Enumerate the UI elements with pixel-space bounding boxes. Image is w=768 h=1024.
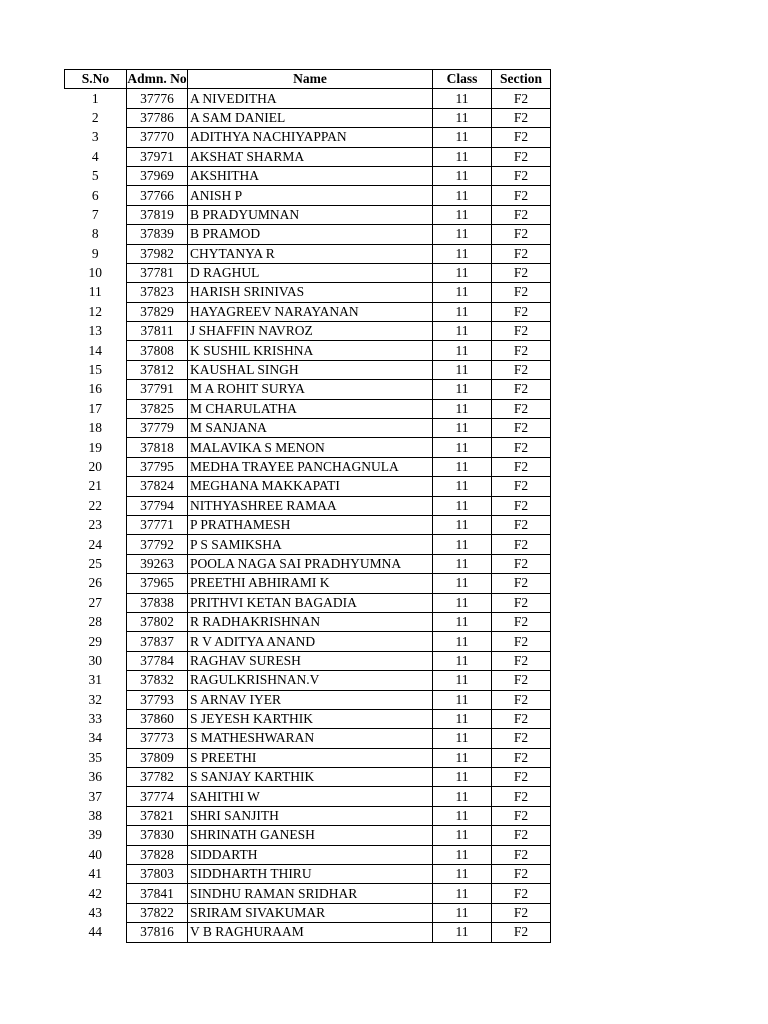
- cell-admission-number: 37838: [127, 593, 188, 612]
- cell-class: 11: [433, 903, 492, 922]
- cell-section: F2: [492, 205, 551, 224]
- cell-name: SAHITHI W: [188, 787, 433, 806]
- cell-admission-number: 37779: [127, 419, 188, 438]
- cell-class: 11: [433, 263, 492, 282]
- cell-admission-number: 37819: [127, 205, 188, 224]
- cell-section: F2: [492, 787, 551, 806]
- student-roster-table: [64, 69, 551, 943]
- cell-name: A SAM DANIEL: [188, 108, 433, 127]
- cell-class: 11: [433, 690, 492, 709]
- table-row: [65, 360, 551, 379]
- cell-name: SHRINATH GANESH: [188, 826, 433, 845]
- cell-section: F2: [492, 302, 551, 321]
- cell-class: 11: [433, 671, 492, 690]
- cell-admission-number: 37766: [127, 186, 188, 205]
- cell-sno: 36: [65, 768, 127, 787]
- cell-section: F2: [492, 89, 551, 108]
- cell-admission-number: 39263: [127, 554, 188, 573]
- cell-admission-number: 37828: [127, 845, 188, 864]
- cell-name: SINDHU RAMAN SRIDHAR: [188, 884, 433, 903]
- header-sno: S.No: [65, 70, 127, 89]
- cell-sno: 11: [65, 283, 127, 302]
- cell-name: R V ADITYA ANAND: [188, 632, 433, 651]
- table-row: [65, 845, 551, 864]
- cell-class: 11: [433, 806, 492, 825]
- cell-name: M A ROHIT SURYA: [188, 380, 433, 399]
- cell-section: F2: [492, 360, 551, 379]
- cell-class: 11: [433, 244, 492, 263]
- cell-section: F2: [492, 884, 551, 903]
- cell-class: 11: [433, 884, 492, 903]
- cell-name: M SANJANA: [188, 419, 433, 438]
- cell-name: HARISH SRINIVAS: [188, 283, 433, 302]
- cell-section: F2: [492, 903, 551, 922]
- cell-sno: 39: [65, 826, 127, 845]
- header-section: Section: [492, 70, 551, 89]
- cell-admission-number: 37969: [127, 166, 188, 185]
- table-row: [65, 574, 551, 593]
- cell-sno: 41: [65, 865, 127, 884]
- cell-admission-number: 37818: [127, 438, 188, 457]
- cell-sno: 26: [65, 574, 127, 593]
- cell-name: RAGULKRISHNAN.V: [188, 671, 433, 690]
- cell-sno: 12: [65, 302, 127, 321]
- cell-class: 11: [433, 341, 492, 360]
- cell-sno: 13: [65, 322, 127, 341]
- cell-class: 11: [433, 419, 492, 438]
- cell-class: 11: [433, 768, 492, 787]
- cell-section: F2: [492, 186, 551, 205]
- cell-name: CHYTANYA R: [188, 244, 433, 263]
- cell-sno: 20: [65, 457, 127, 476]
- cell-sno: 35: [65, 748, 127, 767]
- cell-name: SIDDHARTH THIRU: [188, 865, 433, 884]
- table-row: [65, 302, 551, 321]
- table-row: [65, 147, 551, 166]
- cell-name: S JEYESH KARTHIK: [188, 709, 433, 728]
- table-row: [65, 89, 551, 108]
- cell-section: F2: [492, 225, 551, 244]
- cell-class: 11: [433, 399, 492, 418]
- cell-sno: 19: [65, 438, 127, 457]
- table-row: [65, 768, 551, 787]
- table-row: [65, 923, 551, 942]
- cell-admission-number: 37774: [127, 787, 188, 806]
- cell-section: F2: [492, 341, 551, 360]
- cell-name: SHRI SANJITH: [188, 806, 433, 825]
- header-admission-number: Admn. No: [127, 70, 188, 89]
- cell-admission-number: 37781: [127, 263, 188, 282]
- table-row: [65, 457, 551, 476]
- cell-section: F2: [492, 826, 551, 845]
- cell-admission-number: 37824: [127, 477, 188, 496]
- table-row: [65, 283, 551, 302]
- table-row: [65, 186, 551, 205]
- cell-sno: 37: [65, 787, 127, 806]
- table-body: [65, 89, 551, 942]
- cell-class: 11: [433, 360, 492, 379]
- cell-section: F2: [492, 128, 551, 147]
- cell-section: F2: [492, 651, 551, 670]
- cell-section: F2: [492, 806, 551, 825]
- cell-class: 11: [433, 632, 492, 651]
- cell-class: 11: [433, 729, 492, 748]
- table-row: [65, 322, 551, 341]
- cell-class: 11: [433, 438, 492, 457]
- cell-section: F2: [492, 457, 551, 476]
- cell-class: 11: [433, 283, 492, 302]
- table-row: [65, 399, 551, 418]
- table-row: [65, 554, 551, 573]
- cell-section: F2: [492, 380, 551, 399]
- cell-section: F2: [492, 515, 551, 534]
- cell-name: HAYAGREEV NARAYANAN: [188, 302, 433, 321]
- table-header: [65, 70, 551, 89]
- cell-section: F2: [492, 438, 551, 457]
- table-row: [65, 690, 551, 709]
- cell-class: 11: [433, 748, 492, 767]
- cell-sno: 22: [65, 496, 127, 515]
- cell-sno: 42: [65, 884, 127, 903]
- cell-admission-number: 37782: [127, 768, 188, 787]
- cell-admission-number: 37860: [127, 709, 188, 728]
- cell-sno: 14: [65, 341, 127, 360]
- cell-admission-number: 37965: [127, 574, 188, 593]
- table-row: [65, 651, 551, 670]
- cell-sno: 28: [65, 612, 127, 631]
- cell-class: 11: [433, 205, 492, 224]
- cell-class: 11: [433, 612, 492, 631]
- cell-class: 11: [433, 457, 492, 476]
- cell-admission-number: 37786: [127, 108, 188, 127]
- table-row: [65, 419, 551, 438]
- cell-section: F2: [492, 865, 551, 884]
- table-row: [65, 205, 551, 224]
- cell-admission-number: 37795: [127, 457, 188, 476]
- cell-name: MEGHANA MAKKAPATI: [188, 477, 433, 496]
- cell-class: 11: [433, 593, 492, 612]
- cell-sno: 21: [65, 477, 127, 496]
- cell-section: F2: [492, 748, 551, 767]
- cell-name: M CHARULATHA: [188, 399, 433, 418]
- cell-admission-number: 37773: [127, 729, 188, 748]
- cell-admission-number: 37816: [127, 923, 188, 942]
- cell-section: F2: [492, 535, 551, 554]
- cell-section: F2: [492, 671, 551, 690]
- cell-name: MALAVIKA S MENON: [188, 438, 433, 457]
- cell-sno: 40: [65, 845, 127, 864]
- cell-section: F2: [492, 419, 551, 438]
- cell-admission-number: 37832: [127, 671, 188, 690]
- table-row: [65, 380, 551, 399]
- cell-name: PRITHVI KETAN BAGADIA: [188, 593, 433, 612]
- cell-sno: 24: [65, 535, 127, 554]
- cell-name: S MATHESHWARAN: [188, 729, 433, 748]
- cell-sno: 25: [65, 554, 127, 573]
- cell-sno: 9: [65, 244, 127, 263]
- cell-sno: 34: [65, 729, 127, 748]
- table-row: [65, 826, 551, 845]
- cell-name: RAGHAV SURESH: [188, 651, 433, 670]
- cell-admission-number: 37794: [127, 496, 188, 515]
- table-row: [65, 166, 551, 185]
- cell-admission-number: 37771: [127, 515, 188, 534]
- cell-section: F2: [492, 244, 551, 263]
- cell-name: P PRATHAMESH: [188, 515, 433, 534]
- table-row: [65, 729, 551, 748]
- cell-section: F2: [492, 477, 551, 496]
- cell-admission-number: 37803: [127, 865, 188, 884]
- header-class: Class: [433, 70, 492, 89]
- cell-class: 11: [433, 225, 492, 244]
- table-row: [65, 263, 551, 282]
- cell-section: F2: [492, 729, 551, 748]
- cell-section: F2: [492, 612, 551, 631]
- cell-admission-number: 37802: [127, 612, 188, 631]
- cell-name: K SUSHIL KRISHNA: [188, 341, 433, 360]
- cell-sno: 29: [65, 632, 127, 651]
- cell-admission-number: 37791: [127, 380, 188, 399]
- cell-section: F2: [492, 108, 551, 127]
- cell-name: R RADHAKRISHNAN: [188, 612, 433, 631]
- cell-class: 11: [433, 128, 492, 147]
- table-row: [65, 748, 551, 767]
- cell-section: F2: [492, 923, 551, 942]
- table-row: [65, 903, 551, 922]
- cell-admission-number: 37829: [127, 302, 188, 321]
- cell-admission-number: 37825: [127, 399, 188, 418]
- cell-admission-number: 37812: [127, 360, 188, 379]
- cell-admission-number: 37811: [127, 322, 188, 341]
- cell-section: F2: [492, 322, 551, 341]
- cell-sno: 1: [65, 89, 127, 108]
- table-row: [65, 709, 551, 728]
- cell-sno: 43: [65, 903, 127, 922]
- cell-admission-number: 37823: [127, 283, 188, 302]
- cell-section: F2: [492, 554, 551, 573]
- cell-class: 11: [433, 554, 492, 573]
- cell-name: J SHAFFIN NAVROZ: [188, 322, 433, 341]
- cell-sno: 44: [65, 923, 127, 942]
- cell-section: F2: [492, 574, 551, 593]
- cell-sno: 18: [65, 419, 127, 438]
- table-row: [65, 612, 551, 631]
- cell-sno: 3: [65, 128, 127, 147]
- cell-sno: 7: [65, 205, 127, 224]
- table-row: [65, 884, 551, 903]
- cell-class: 11: [433, 923, 492, 942]
- cell-section: F2: [492, 147, 551, 166]
- cell-name: ANISH P: [188, 186, 433, 205]
- header-name: Name: [188, 70, 433, 89]
- table-row: [65, 496, 551, 515]
- cell-name: V B RAGHURAAM: [188, 923, 433, 942]
- cell-name: NITHYASHREE RAMAA: [188, 496, 433, 515]
- table-row: [65, 225, 551, 244]
- cell-admission-number: 37776: [127, 89, 188, 108]
- cell-admission-number: 37793: [127, 690, 188, 709]
- cell-sno: 27: [65, 593, 127, 612]
- cell-class: 11: [433, 147, 492, 166]
- header-row: [65, 70, 551, 89]
- table-row: [65, 515, 551, 534]
- cell-sno: 6: [65, 186, 127, 205]
- cell-sno: 16: [65, 380, 127, 399]
- cell-class: 11: [433, 322, 492, 341]
- table-row: [65, 632, 551, 651]
- cell-admission-number: 37809: [127, 748, 188, 767]
- cell-name: AKSHAT SHARMA: [188, 147, 433, 166]
- table-row: [65, 535, 551, 554]
- cell-name: B PRAMOD: [188, 225, 433, 244]
- cell-sno: 5: [65, 166, 127, 185]
- table-row: [65, 341, 551, 360]
- table-row: [65, 477, 551, 496]
- table-row: [65, 865, 551, 884]
- cell-class: 11: [433, 496, 492, 515]
- cell-sno: 15: [65, 360, 127, 379]
- cell-class: 11: [433, 515, 492, 534]
- cell-name: B PRADYUMNAN: [188, 205, 433, 224]
- cell-section: F2: [492, 709, 551, 728]
- cell-admission-number: 37982: [127, 244, 188, 263]
- cell-sno: 4: [65, 147, 127, 166]
- cell-section: F2: [492, 768, 551, 787]
- cell-section: F2: [492, 283, 551, 302]
- cell-class: 11: [433, 477, 492, 496]
- cell-sno: 10: [65, 263, 127, 282]
- cell-sno: 8: [65, 225, 127, 244]
- cell-name: POOLA NAGA SAI PRADHYUMNA: [188, 554, 433, 573]
- cell-name: D RAGHUL: [188, 263, 433, 282]
- cell-name: P S SAMIKSHA: [188, 535, 433, 554]
- cell-class: 11: [433, 574, 492, 593]
- cell-class: 11: [433, 535, 492, 554]
- cell-admission-number: 37841: [127, 884, 188, 903]
- table-row: [65, 438, 551, 457]
- cell-class: 11: [433, 709, 492, 728]
- cell-admission-number: 37784: [127, 651, 188, 670]
- cell-class: 11: [433, 865, 492, 884]
- cell-class: 11: [433, 826, 492, 845]
- cell-sno: 32: [65, 690, 127, 709]
- cell-admission-number: 37808: [127, 341, 188, 360]
- cell-class: 11: [433, 845, 492, 864]
- cell-section: F2: [492, 496, 551, 515]
- cell-class: 11: [433, 166, 492, 185]
- table-row: [65, 787, 551, 806]
- cell-name: PREETHI ABHIRAMI K: [188, 574, 433, 593]
- cell-sno: 30: [65, 651, 127, 670]
- cell-name: S PREETHI: [188, 748, 433, 767]
- cell-name: S SANJAY KARTHIK: [188, 768, 433, 787]
- cell-class: 11: [433, 89, 492, 108]
- cell-sno: 2: [65, 108, 127, 127]
- cell-admission-number: 37792: [127, 535, 188, 554]
- cell-class: 11: [433, 787, 492, 806]
- table-row: [65, 128, 551, 147]
- cell-sno: 23: [65, 515, 127, 534]
- table-row: [65, 806, 551, 825]
- cell-sno: 31: [65, 671, 127, 690]
- cell-section: F2: [492, 690, 551, 709]
- cell-name: ADITHYA NACHIYAPPAN: [188, 128, 433, 147]
- table-row: [65, 593, 551, 612]
- cell-sno: 33: [65, 709, 127, 728]
- cell-class: 11: [433, 651, 492, 670]
- cell-section: F2: [492, 399, 551, 418]
- cell-section: F2: [492, 845, 551, 864]
- cell-name: SRIRAM SIVAKUMAR: [188, 903, 433, 922]
- cell-name: S ARNAV IYER: [188, 690, 433, 709]
- cell-section: F2: [492, 632, 551, 651]
- cell-sno: 17: [65, 399, 127, 418]
- cell-section: F2: [492, 166, 551, 185]
- cell-admission-number: 37822: [127, 903, 188, 922]
- cell-admission-number: 37770: [127, 128, 188, 147]
- cell-admission-number: 37971: [127, 147, 188, 166]
- cell-admission-number: 37821: [127, 806, 188, 825]
- cell-sno: 38: [65, 806, 127, 825]
- cell-section: F2: [492, 263, 551, 282]
- cell-admission-number: 37839: [127, 225, 188, 244]
- cell-name: KAUSHAL SINGH: [188, 360, 433, 379]
- cell-class: 11: [433, 302, 492, 321]
- cell-section: F2: [492, 593, 551, 612]
- cell-name: SIDDARTH: [188, 845, 433, 864]
- cell-class: 11: [433, 108, 492, 127]
- table-row: [65, 671, 551, 690]
- cell-name: MEDHA TRAYEE PANCHAGNULA: [188, 457, 433, 476]
- table-row: [65, 108, 551, 127]
- cell-class: 11: [433, 186, 492, 205]
- cell-class: 11: [433, 380, 492, 399]
- cell-admission-number: 37830: [127, 826, 188, 845]
- cell-name: A NIVEDITHA: [188, 89, 433, 108]
- table-row: [65, 244, 551, 263]
- cell-admission-number: 37837: [127, 632, 188, 651]
- cell-name: AKSHITHA: [188, 166, 433, 185]
